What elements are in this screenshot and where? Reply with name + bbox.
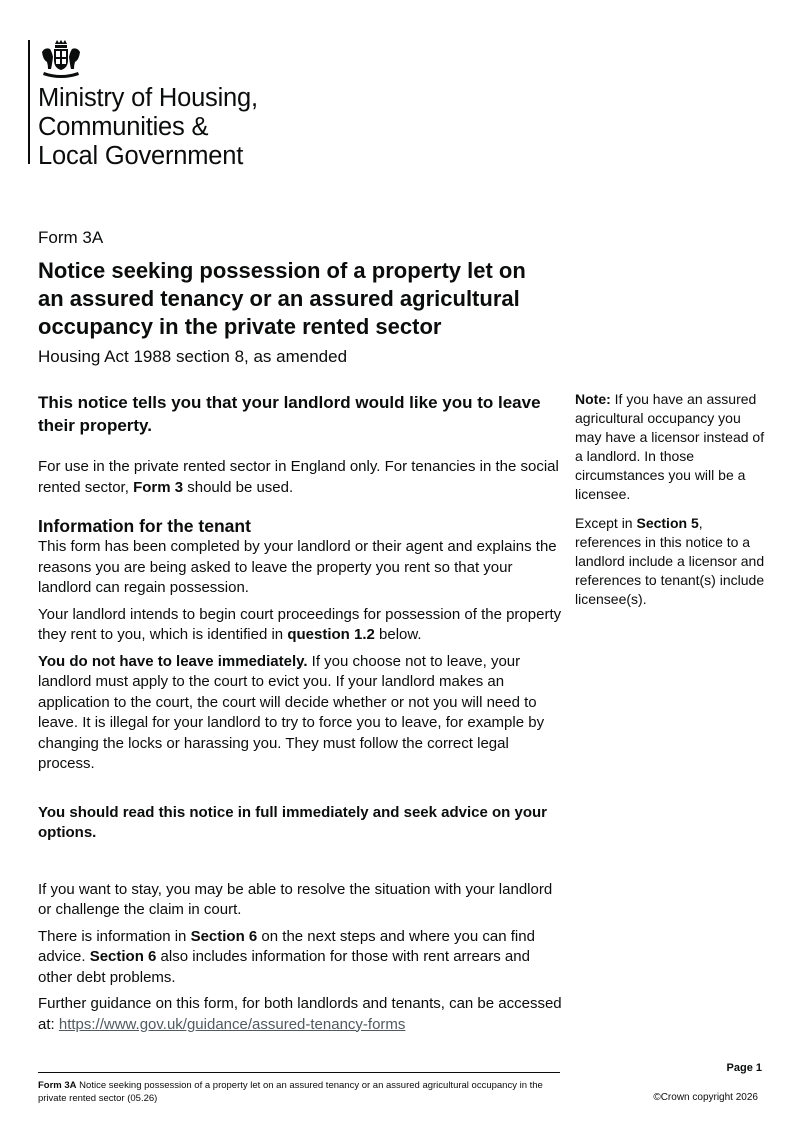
- leave-text: If you choose not to leave, your landlord must apply to the court to evict you. If your landlord makes an application to the court, the court will decide whether or not you will need to leave. It is illegal for your landlord to try to force you to leave, for example by changing the locks or harassing you. They must follow the correct legal process.: [38, 652, 545, 772]
- section6-bold: Section 6: [190, 927, 258, 945]
- leave-bold: You do not have to leave immediately.: [38, 652, 308, 670]
- guidance-link[interactable]: https://www.gov.uk/guidance/assured-tenancy-forms: [58, 1015, 406, 1033]
- read-notice-statement: You should read this notice in full immediately and seek advice on your options.: [38, 803, 548, 841]
- section6-paragraph: [38, 927, 568, 989]
- leave-paragraph: [38, 652, 568, 775]
- section6-text-2: on the next steps and where you can find advice.: [38, 927, 535, 965]
- usage-text-end: should be used.: [183, 478, 294, 496]
- page-title: [38, 257, 578, 341]
- note-text: If you have an assured agricultural occupancy you may have a licensor instead of a landlord. In those circumstances you will be a licensee.: [575, 391, 765, 502]
- note-paragraph: [575, 390, 770, 504]
- footer-form-description: [38, 1079, 558, 1105]
- title-line-2: an assured tenancy or an assured agricultural: [38, 286, 520, 311]
- org-line-1: Ministry of Housing,: [38, 84, 258, 112]
- except-paragraph: [575, 514, 770, 609]
- section6-bold-2: Section 6: [89, 948, 157, 965]
- stay-paragraph: If you want to stay, you may be able to resolve the situation with your landlord or challenge the claim in court.: [38, 880, 553, 918]
- main-content: [38, 391, 568, 1035]
- guidance-text: Further guidance on this form, for both landlords and tenants, can be accessed at:: [38, 995, 562, 1033]
- except-bold: Section 5: [636, 515, 699, 531]
- usage-text: For use in the private rented sector in England only. For tenancies in the social rented sector,: [38, 458, 559, 496]
- except-text-end: , references in this notice to a landlord include a licensor and references to tenant(s) include licensee(s).: [575, 515, 765, 607]
- sidebar-note: [575, 390, 770, 609]
- page-subtitle: Housing Act 1988 section 8, as amended: [38, 347, 348, 366]
- guidance-paragraph: [38, 994, 568, 1035]
- footer-form-text: Notice seeking possession of a property let on an assured tenancy or an assured agricultural occupancy in the private rented sector (05.26): [38, 1080, 543, 1104]
- section6-text-3: also includes information for those with rent arrears and other debt problems.: [38, 948, 530, 986]
- court-text: Your landlord intends to begin court proceedings for possession of the property they rent to you, which is identified in: [38, 605, 562, 643]
- org-line-3: Local Government: [38, 142, 244, 170]
- page-number: Page 1: [726, 1062, 762, 1074]
- intro-paragraph: This form has been completed by your landlord or their agent and explains the reasons you are being asked to leave the property you rent so that your landlord can regain possession.: [38, 538, 557, 596]
- title-line-3: occupancy in the private rented sector: [38, 314, 442, 339]
- royal-coat-of-arms-icon: [38, 38, 84, 78]
- footer-divider: [38, 1072, 560, 1073]
- court-bold: question 1.2: [287, 626, 375, 643]
- court-text-end: below.: [374, 626, 422, 643]
- tenant-info-heading: Information for the tenant: [38, 516, 251, 536]
- court-paragraph: [38, 605, 568, 646]
- copyright-notice: ©Crown copyright 2026: [653, 1092, 758, 1103]
- lead-statement: This notice tells you that your landlord would like you to leave their property.: [38, 393, 541, 435]
- form-number: Form 3A: [38, 228, 104, 247]
- org-line-2: Communities &: [38, 113, 209, 141]
- usage-bold: Form 3: [133, 478, 184, 496]
- logo-divider: [28, 40, 30, 164]
- usage-paragraph: [38, 457, 568, 498]
- except-text: Except in: [575, 515, 637, 531]
- title-line-1: Notice seeking possession of a property let on: [38, 258, 526, 283]
- section6-text: There is information in: [38, 927, 191, 945]
- note-label: Note:: [575, 391, 611, 407]
- organisation-name: [38, 84, 258, 171]
- footer-form-label: Form 3A: [38, 1080, 77, 1091]
